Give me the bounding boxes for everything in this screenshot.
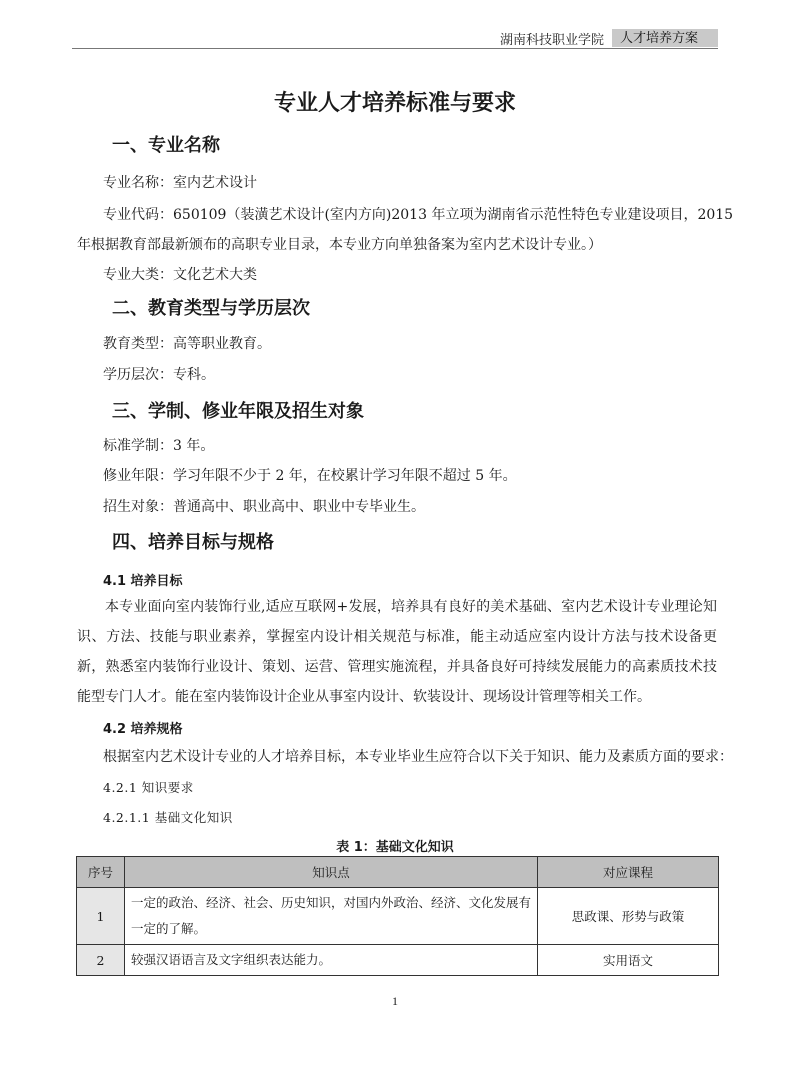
basic-knowledge-item: 4.2.1.1 基础文化知识	[103, 810, 233, 825]
standard-years-line: 标准学制：3 年。	[103, 438, 215, 454]
table-cell-course: 思政课、形势与政策	[538, 888, 719, 945]
specs-paragraph: 根据室内艺术设计专业的人才培养目标，本专业毕业生应符合以下关于知识、能力及素质方面的要求：	[103, 749, 733, 765]
major-code-line-1: 专业代码：650109（装潢艺术设计(室内方向)2013 年立项为湖南省示范性特色专业建设项目，2015	[103, 207, 734, 223]
table-cell-knowledge: 较强汉语语言及文字组织表达能力。	[125, 945, 538, 976]
table-header-knowledge: 知识点	[125, 857, 538, 888]
header-divider	[72, 48, 718, 49]
table-cell-knowledge: 一定的政治、经济、社会、历史知识，对国内外政治、经济、文化发展有一定的了解。	[125, 888, 538, 945]
goals-paragraph: 本专业面向室内装饰行业,适应互联网+发展，培养具有良好的美术基础、室内艺术设计专业理论知识、方法、技能与职业素养，掌握室内设计相关规范与标准，能主动适应室内设计方法与技术设备更新，熟悉室内装饰行业设计、策划、运营、管理实施流程，并具备良好可持续发展能力的高素质技术技能型专门人才。能在室内装饰设计企业从事室内设计、软装设计、现场设计管理等相关工作。	[77, 599, 717, 705]
table-row	[77, 888, 719, 945]
section-heading-major-name: 一、专业名称	[112, 135, 220, 156]
education-type-line: 教育类型：高等职业教育。	[103, 336, 271, 352]
page-title: 专业人才培养标准与要求	[273, 91, 516, 116]
header-school-name: 湖南科技职业学院	[499, 31, 604, 47]
study-years-line: 修业年限：学习年限不少于 2 年，在校累计学习年限不超过 5 年。	[103, 468, 517, 484]
section-heading-schooling: 三、学制、修业年限及招生对象	[112, 401, 364, 422]
table-row	[77, 945, 719, 976]
education-level-line: 学历层次：专科。	[103, 367, 215, 383]
section-heading-education-type: 二、教育类型与学历层次	[112, 298, 310, 319]
section-heading-goals: 四、培养目标与规格	[112, 532, 274, 553]
page-number: 1	[392, 994, 398, 1008]
major-name-line: 专业名称：室内艺术设计	[103, 175, 257, 191]
table-cell-no: 2	[77, 945, 125, 976]
enrollment-line: 招生对象：普通高中、职业高中、职业中专毕业生。	[103, 499, 425, 515]
table-caption: 表 1：基础文化知识	[336, 840, 454, 855]
running-header	[500, 28, 718, 48]
table-header-no: 序号	[77, 857, 125, 888]
table-header-row	[77, 857, 719, 888]
header-doc-label: 人才培养方案	[612, 29, 718, 47]
table-header-course: 对应课程	[538, 857, 719, 888]
knowledge-requirements-item: 4.2.1 知识要求	[103, 780, 194, 795]
subsection-heading-specs: 4.2 培养规格	[103, 722, 183, 737]
table-cell-course: 实用语文	[538, 945, 719, 976]
major-category-line: 专业大类：文化艺术大类	[103, 267, 257, 283]
subsection-heading-goals: 4.1 培养目标	[103, 574, 183, 589]
knowledge-table	[76, 856, 719, 976]
table-cell-no: 1	[77, 888, 125, 945]
major-code-line-2: 年根据教育部最新颁布的高职专业目录，本专业方向单独备案为室内艺术设计专业。）	[77, 237, 602, 253]
